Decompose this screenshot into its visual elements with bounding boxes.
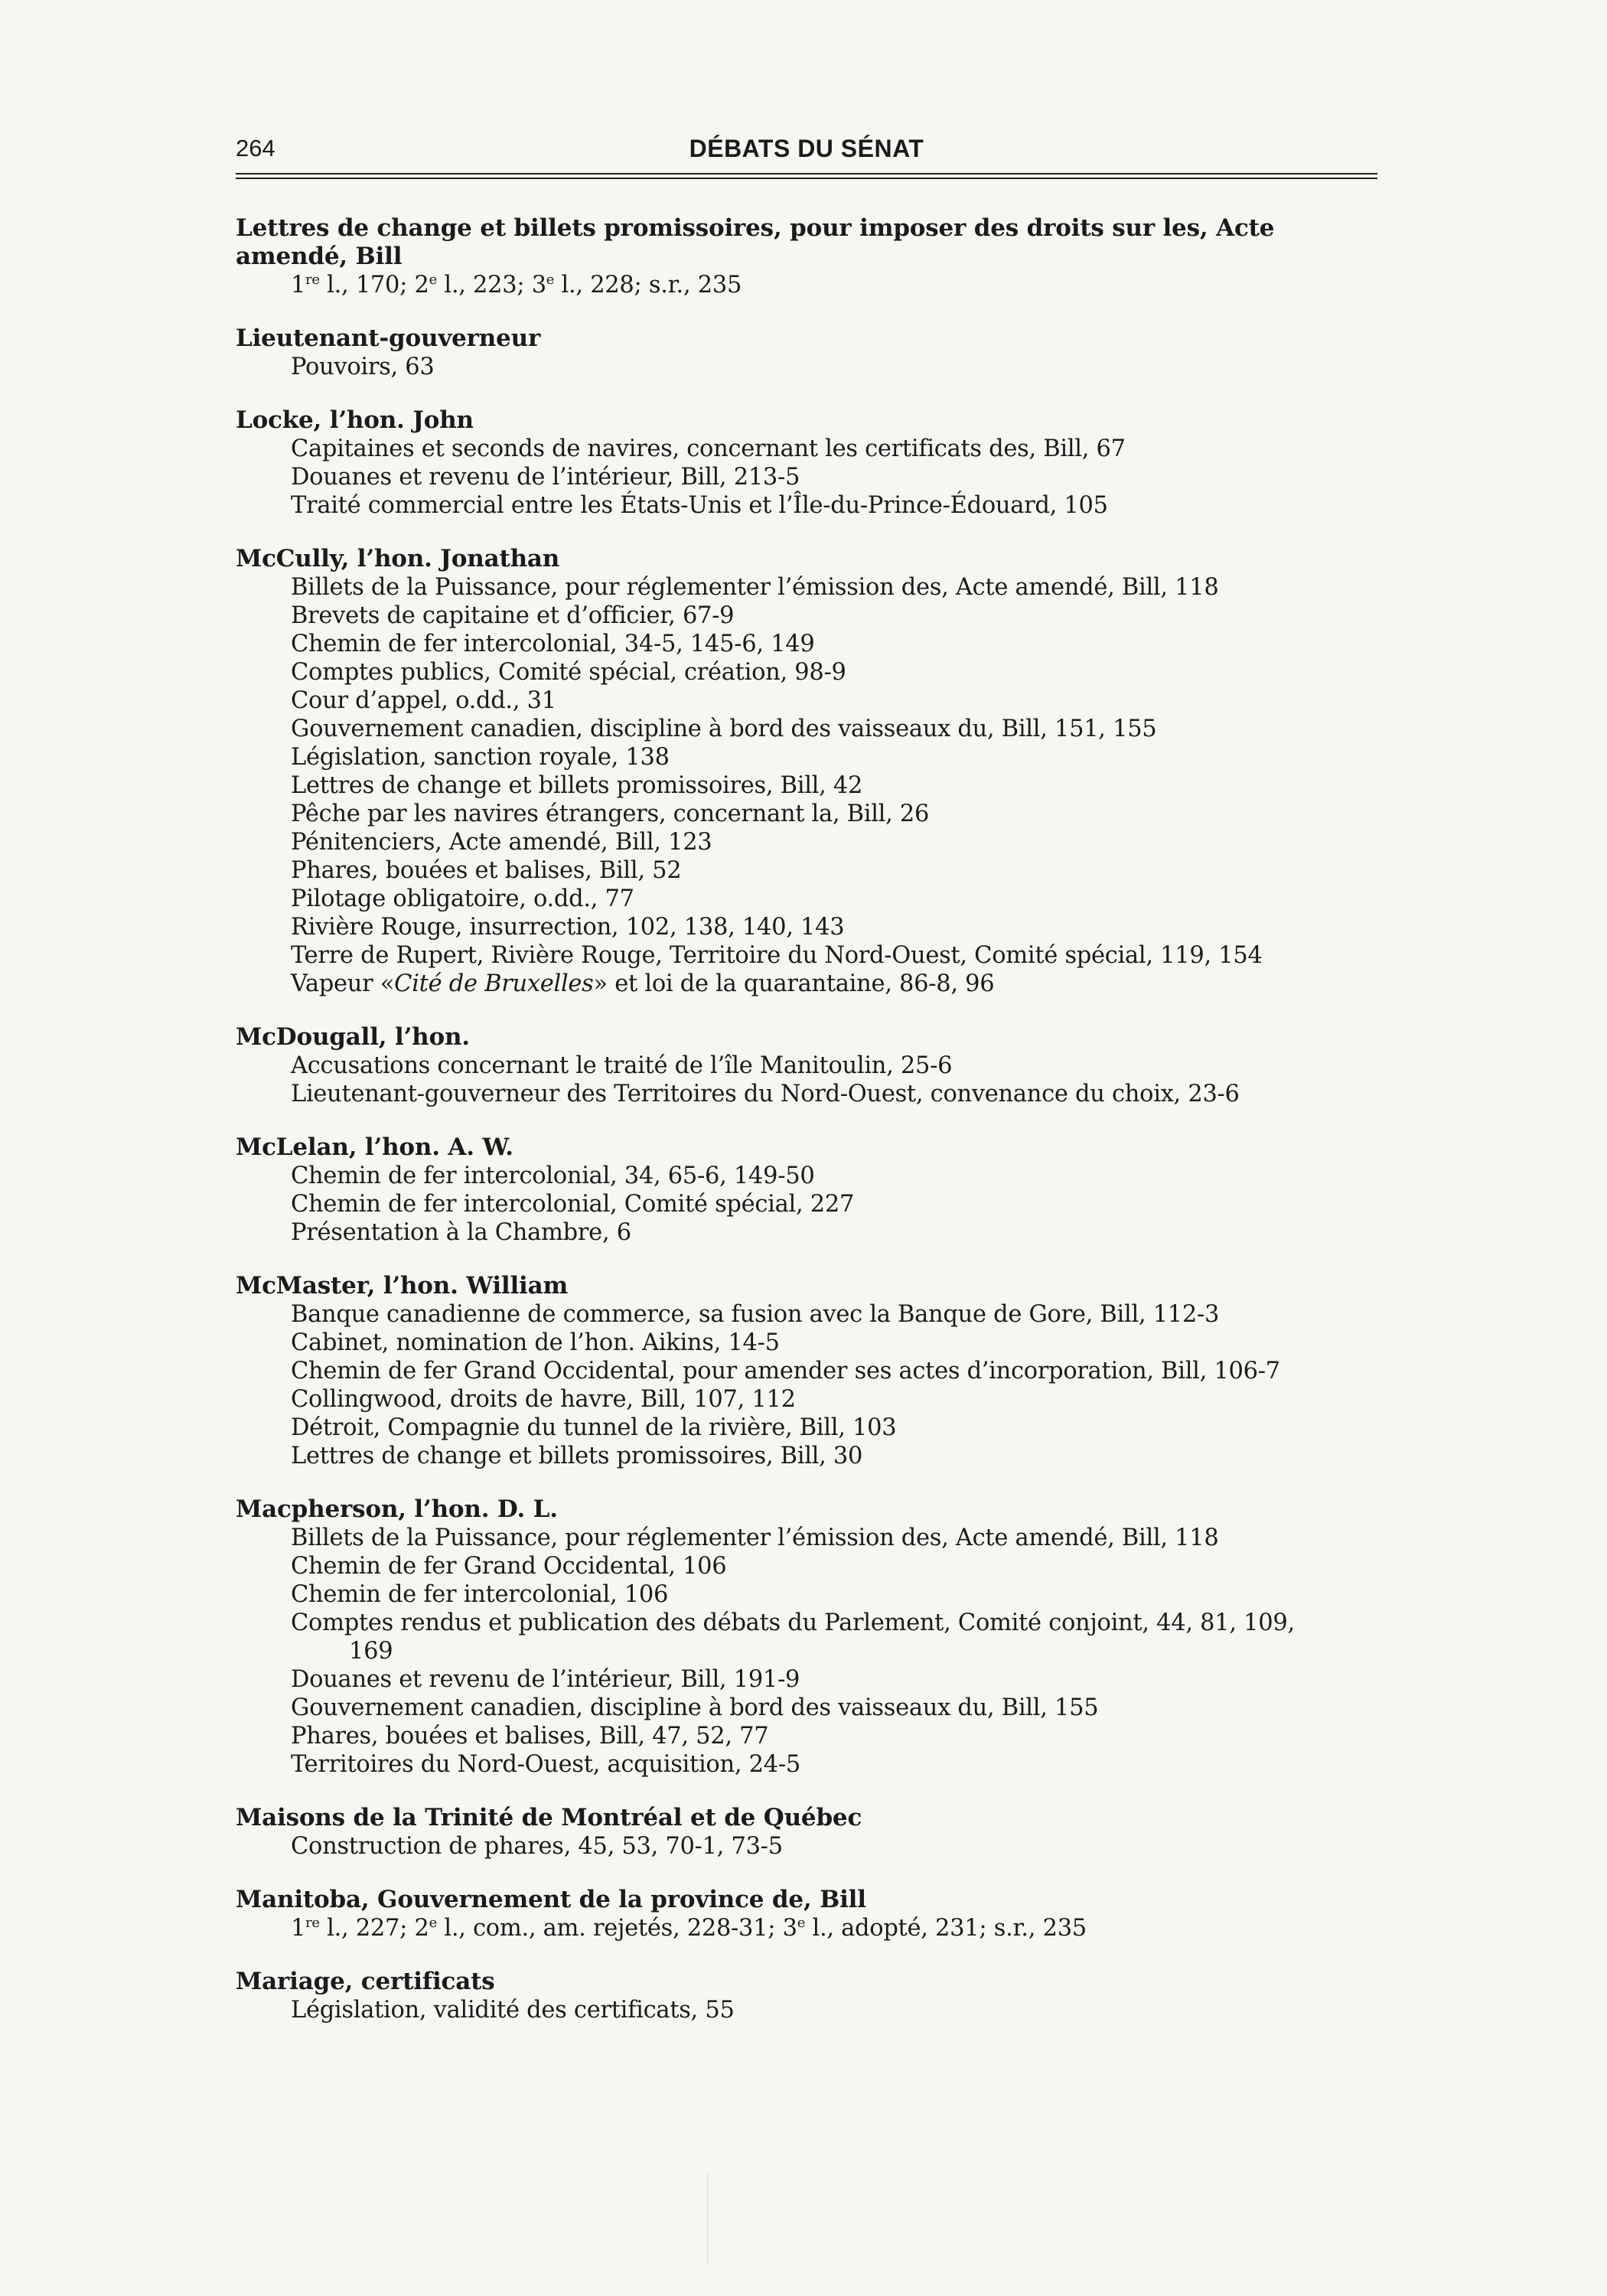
text-run: Banque canadienne de commerce, sa fusion avec la Banque de Gore, Bill, 112-3 [291, 1301, 1220, 1328]
text-run: Pénitenciers, Acte amendé, Bill, 123 [291, 829, 712, 856]
entry-heading [236, 1133, 1377, 1162]
sub-entry [236, 1665, 1377, 1694]
sub-entry [236, 856, 1377, 885]
text-run: McCully, l’hon. Jonathan [236, 545, 560, 572]
text-run: Phares, bouées et balises, Bill, 47, 52, 77 [291, 1723, 769, 1750]
text-run: l., 227; 2 [319, 1915, 429, 1942]
text-run: l., 223; 3 [436, 272, 546, 298]
text-run: Mariage, certificats [236, 1968, 495, 1995]
text-run: Maisons de la Trinité de Montréal et de Québec [236, 1804, 862, 1831]
sub-entry [236, 743, 1377, 771]
text-run: Législation, sanction royale, 138 [291, 744, 670, 771]
superscript: re [305, 1915, 320, 1932]
sub-entry [236, 1832, 1377, 1861]
text-run: Gouvernement canadien, discipline à bord des vaisseaux du, Bill, 155 [291, 1694, 1099, 1721]
text-run: Pouvoirs, 63 [291, 354, 435, 380]
text-run: Billets de la Puissance, pour réglementer l’émission des, Acte amendé, Bill, 118 [291, 1525, 1219, 1551]
superscript: e [429, 1915, 437, 1932]
sub-entry [236, 1722, 1377, 1750]
sub-entry [236, 573, 1377, 602]
index-entry [236, 214, 1377, 299]
sub-entry [236, 1162, 1377, 1190]
superscript: e [429, 272, 437, 289]
text-run: Traité commercial entre les États-Unis et l’Île-du-Prince-Édouard, 105 [291, 492, 1108, 519]
entry-heading [236, 214, 1377, 243]
text-run: Lettres de change et billets promissoires, Bill, 42 [291, 772, 863, 799]
sub-entry [236, 885, 1377, 913]
text-run: l., 170; 2 [319, 272, 429, 298]
text-run: amendé, Bill [236, 243, 403, 270]
entry-heading [236, 1495, 1377, 1524]
sub-entry [236, 1300, 1377, 1329]
text-run: Présentation à la Chambre, 6 [291, 1219, 631, 1246]
entry-heading [236, 1023, 1377, 1052]
sub-entry [236, 353, 1377, 381]
index-list [236, 214, 1377, 2050]
entry-heading [236, 243, 1377, 271]
sub-entry [236, 941, 1377, 970]
text-run: 169 [349, 1638, 393, 1665]
sub-entry [236, 1996, 1377, 2024]
text-run: Collingwood, droits de havre, Bill, 107, 112 [291, 1386, 796, 1413]
sub-entry [236, 435, 1377, 463]
sub-entry [236, 1580, 1377, 1609]
text-run: 1 [291, 272, 306, 298]
sub-entry [236, 630, 1377, 658]
text-run: Législation, validité des certificats, 55 [291, 1997, 735, 2024]
index-entry [236, 1886, 1377, 1942]
text-run: Chemin de fer intercolonial, 34, 65-6, 149-50 [291, 1163, 815, 1189]
sub-entry [236, 771, 1377, 800]
sub-entry [236, 463, 1377, 491]
entry-heading [236, 1886, 1377, 1914]
sub-entry [236, 913, 1377, 941]
index-entry [236, 1023, 1377, 1108]
index-entry [236, 1272, 1377, 1470]
index-entry [236, 1495, 1377, 1779]
text-run: Douanes et revenu de l’intérieur, Bill, 191-9 [291, 1666, 800, 1693]
text-run: Macpherson, l’hon. D. L. [236, 1495, 558, 1523]
italic-text: Cité de Bruxelles [394, 970, 594, 997]
text-run: Accusations concernant le traité de l’île Manitoulin, 25-6 [291, 1052, 953, 1079]
header-double-rule [236, 173, 1377, 179]
sub-entry [236, 1524, 1377, 1552]
text-run: Chemin de fer intercolonial, Comité spécial, 227 [291, 1191, 855, 1218]
page-title: DÉBATS DU SÉNAT [689, 135, 924, 162]
entry-heading [236, 325, 1377, 353]
entry-heading [236, 406, 1377, 435]
text-run: Construction de phares, 45, 53, 70-1, 73-5 [291, 1833, 783, 1860]
sub-entry [236, 1750, 1377, 1779]
sub-entry [236, 1357, 1377, 1385]
sub-entry [236, 1052, 1377, 1080]
text-run: 1 [291, 1915, 306, 1942]
text-run: Douanes et revenu de l’intérieur, Bill, 213-5 [291, 464, 800, 491]
text-run: Manitoba, Gouvernement de la province de, Bill [236, 1886, 866, 1913]
text-run: Pêche par les navires étrangers, concernant la, Bill, 26 [291, 801, 930, 827]
text-run: Brevets de capitaine et d’officier, 67-9 [291, 602, 735, 629]
sub-entry [236, 970, 1377, 998]
sub-entry-continuation [236, 1637, 1377, 1665]
text-run: Cabinet, nomination de l’hon. Aikins, 14-5 [291, 1329, 780, 1356]
text-run: Territoires du Nord-Ouest, acquisition, 24-5 [291, 1751, 800, 1778]
sub-entry [236, 658, 1377, 687]
text-run: Chemin de fer Grand Occidental, pour amender ses actes d’incorporation, Bill, 106-7 [291, 1358, 1280, 1384]
sub-entry [236, 1190, 1377, 1218]
text-run: l., adopté, 231; s.r., 235 [805, 1915, 1087, 1942]
superscript: e [797, 1915, 806, 1932]
text-run: l., com., am. rejetés, 228-31; 3 [436, 1915, 797, 1942]
sub-entry [236, 1385, 1377, 1414]
sub-entry [236, 491, 1377, 520]
sub-entry [236, 687, 1377, 715]
superscript: re [305, 272, 320, 289]
index-entry [236, 1133, 1377, 1247]
text-run: Chemin de fer intercolonial, 106 [291, 1581, 669, 1608]
text-run: McMaster, l’hon. William [236, 1272, 569, 1300]
text-run: Billets de la Puissance, pour réglementer l’émission des, Acte amendé, Bill, 118 [291, 574, 1219, 601]
scan-speck-marks [707, 2174, 709, 2265]
sub-entry [236, 800, 1377, 828]
text-run: Lieutenant-gouverneur [236, 325, 541, 352]
text-run: Comptes publics, Comité spécial, création, 98-9 [291, 659, 846, 686]
text-run: Locke, l’hon. John [236, 406, 474, 434]
sub-entry [236, 1329, 1377, 1357]
sub-entry [236, 1442, 1377, 1470]
index-entry [236, 1968, 1377, 2024]
sub-entry [236, 1609, 1377, 1637]
sub-entry [236, 715, 1377, 743]
text-run: Capitaines et seconds de navires, concernant les certificats des, Bill, 67 [291, 435, 1126, 462]
sub-entry [236, 271, 1377, 299]
text-run: Rivière Rouge, insurrection, 102, 138, 140, 143 [291, 914, 845, 941]
entry-heading [236, 1804, 1377, 1832]
index-entry [236, 1804, 1377, 1861]
text-run: Lettres de change et billets promissoires, Bill, 30 [291, 1443, 863, 1469]
running-head [236, 129, 1377, 168]
text-run: Terre de Rupert, Rivière Rouge, Territoire du Nord-Ouest, Comité spécial, 119, 154 [291, 942, 1263, 969]
entry-heading [236, 1968, 1377, 1996]
text-run: Lieutenant-gouverneur des Territoires du Nord-Ouest, convenance du choix, 23-6 [291, 1081, 1240, 1107]
text-run: Cour d’appel, o.dd., 31 [291, 687, 556, 714]
text-run: Chemin de fer Grand Occidental, 106 [291, 1553, 727, 1580]
text-run: Gouvernement canadien, discipline à bord des vaisseaux du, Bill, 151, 155 [291, 716, 1157, 742]
text-run: Phares, bouées et balises, Bill, 52 [291, 857, 682, 884]
text-run: » et loi de la quarantaine, 86-8, 96 [593, 970, 995, 997]
sub-entry [236, 828, 1377, 856]
entry-heading [236, 1272, 1377, 1300]
entry-heading [236, 545, 1377, 573]
page-number: 264 [236, 135, 275, 161]
text-run: Détroit, Compagnie du tunnel de la rivière, Bill, 103 [291, 1414, 897, 1441]
text-run: Chemin de fer intercolonial, 34-5, 145-6, 149 [291, 631, 815, 657]
index-entry [236, 406, 1377, 520]
text-run: l., 228; s.r., 235 [554, 272, 742, 298]
sub-entry [236, 602, 1377, 630]
sub-entry [236, 1694, 1377, 1722]
superscript: e [546, 272, 555, 289]
text-run: McLelan, l’hon. A. W. [236, 1133, 513, 1161]
sub-entry [236, 1552, 1377, 1580]
text-run: McDougall, l’hon. [236, 1023, 470, 1051]
sub-entry [236, 1914, 1377, 1942]
index-entry [236, 325, 1377, 381]
sub-entry [236, 1414, 1377, 1442]
text-run: Lettres de change et billets promissoires, pour imposer des droits sur les, Acte [236, 214, 1275, 242]
sub-entry [236, 1218, 1377, 1247]
text-run: Vapeur « [291, 970, 395, 997]
text-run: Pilotage obligatoire, o.dd., 77 [291, 885, 634, 912]
sub-entry [236, 1080, 1377, 1108]
index-entry [236, 545, 1377, 998]
text-run: Comptes rendus et publication des débats du Parlement, Comité conjoint, 44, 81, 109, [291, 1609, 1295, 1636]
